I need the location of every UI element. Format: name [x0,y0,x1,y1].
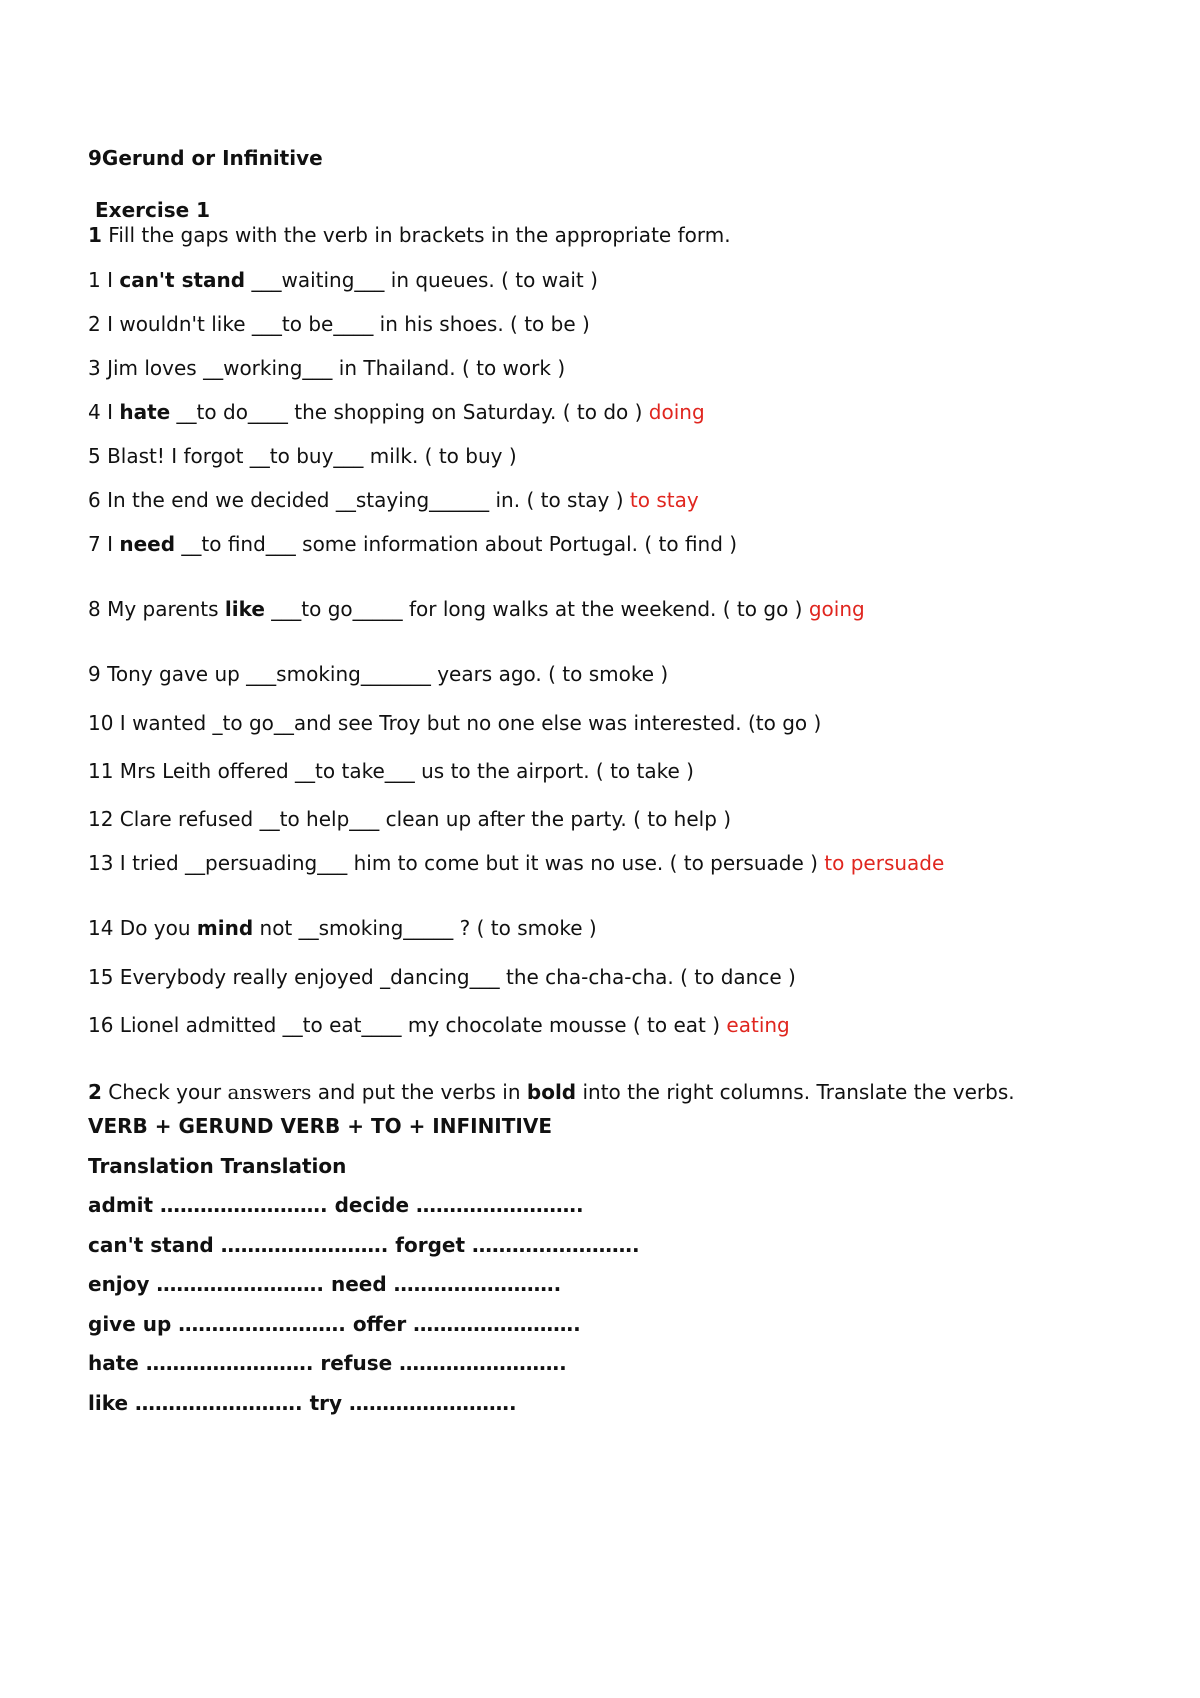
columns-heading: VERB + GERUND VERB + TO + INFINITIVE [88,1114,552,1138]
instruction-2-bold-word: bold [526,1080,577,1104]
item-text: __to find___ some information about Portugal. ( to find ) [175,532,738,556]
item-text: 1 I [88,268,120,292]
item-text: 14 Do you [88,916,197,940]
instruction-1 [88,223,731,247]
item-bold-verb: need [119,532,176,556]
exercise-item [88,356,565,380]
exercise-label: Exercise 1 [95,198,211,222]
item-text: 5 Blast! I forgot __to buy___ milk. ( to buy ) [88,444,517,468]
item-text: 7 I [88,532,120,556]
item-bold-verb: mind [196,916,254,940]
verb-pair-row: like ……………………. try ……………………. [88,1391,517,1415]
exercise-item [88,662,668,686]
instruction-2-number: 2 [88,1080,102,1104]
item-text: 12 Clare refused __to help___ clean up after the party. ( to help ) [88,807,732,831]
item-text: 6 In the end we decided __staying______ in. ( to stay ) [88,488,630,512]
item-text: ___to go_____ for long walks at the weekend. ( to go ) [264,597,809,621]
item-bold-verb: like [224,597,265,621]
exercise-item [88,312,590,336]
exercise-item [88,488,699,512]
item-text: 3 Jim loves __working___ in Thailand. ( to work ) [88,356,566,380]
translation-heading: Translation Translation [88,1154,347,1178]
item-text: 2 I wouldn't like ___to be____ in his shoes. ( to be ) [88,312,590,336]
instruction-2-serif-word: answers [227,1080,312,1104]
item-text: not __smoking_____ ? ( to smoke ) [253,916,597,940]
verb-pair-row: admit ……………………. decide ……………………. [88,1193,584,1217]
exercise-item [88,711,821,735]
item-correction: doing [648,400,705,424]
item-text: 13 I tried __persuading___ him to come but it was no use. ( to persuade ) [88,851,825,875]
exercise-item [88,1013,790,1037]
exercise-item [88,444,517,468]
instruction-2-text: into the right columns. Translate the verbs. [576,1080,1015,1104]
verb-pair-row: hate ……………………. refuse ……………………. [88,1351,567,1375]
verb-pair-row: give up ……………………. offer ……………………. [88,1312,581,1336]
exercise-item [88,268,598,292]
item-text: 11 Mrs Leith offered __to take___ us to the airport. ( to take ) [88,759,694,783]
exercise-item [88,759,694,783]
item-correction: to stay [629,488,699,512]
exercise-item [88,807,731,831]
exercise-item [88,597,865,621]
document-title: 9Gerund or Infinitive [88,146,323,170]
instruction-2-text: Check your [101,1080,228,1104]
exercise-item [88,400,705,424]
exercise-item [88,851,944,875]
instruction-1-number: 1 [88,223,102,247]
item-text: 9 Tony gave up ___smoking_______ years ago. ( to smoke ) [88,662,669,686]
item-text: 8 My parents [88,597,225,621]
exercise-item [88,532,737,556]
item-correction: going [808,597,865,621]
instruction-2 [88,1080,1015,1104]
item-text: 10 I wanted _to go__and see Troy but no one else was interested. (to go ) [88,711,822,735]
item-text: 15 Everybody really enjoyed _dancing___ the cha-cha-cha. ( to dance ) [88,965,796,989]
instruction-1-text: Fill the gaps with the verb in brackets in the appropriate form. [101,223,731,247]
verb-pair-row: enjoy ……………………. need ……………………. [88,1272,562,1296]
item-bold-verb: can't stand [119,268,246,292]
item-text: 16 Lionel admitted __to eat____ my chocolate mousse ( to eat ) [88,1013,727,1037]
instruction-2-text: and put the verbs in [311,1080,527,1104]
item-text: 4 I [88,400,120,424]
item-text: ___waiting___ in queues. ( to wait ) [245,268,598,292]
item-bold-verb: hate [119,400,171,424]
item-correction: to persuade [824,851,945,875]
exercise-item [88,965,796,989]
item-correction: eating [726,1013,790,1037]
exercise-item [88,916,597,940]
verb-pair-row: can't stand ……………………. forget ……………………. [88,1233,640,1257]
item-text: __to do____ the shopping on Saturday. ( to do ) [170,400,649,424]
